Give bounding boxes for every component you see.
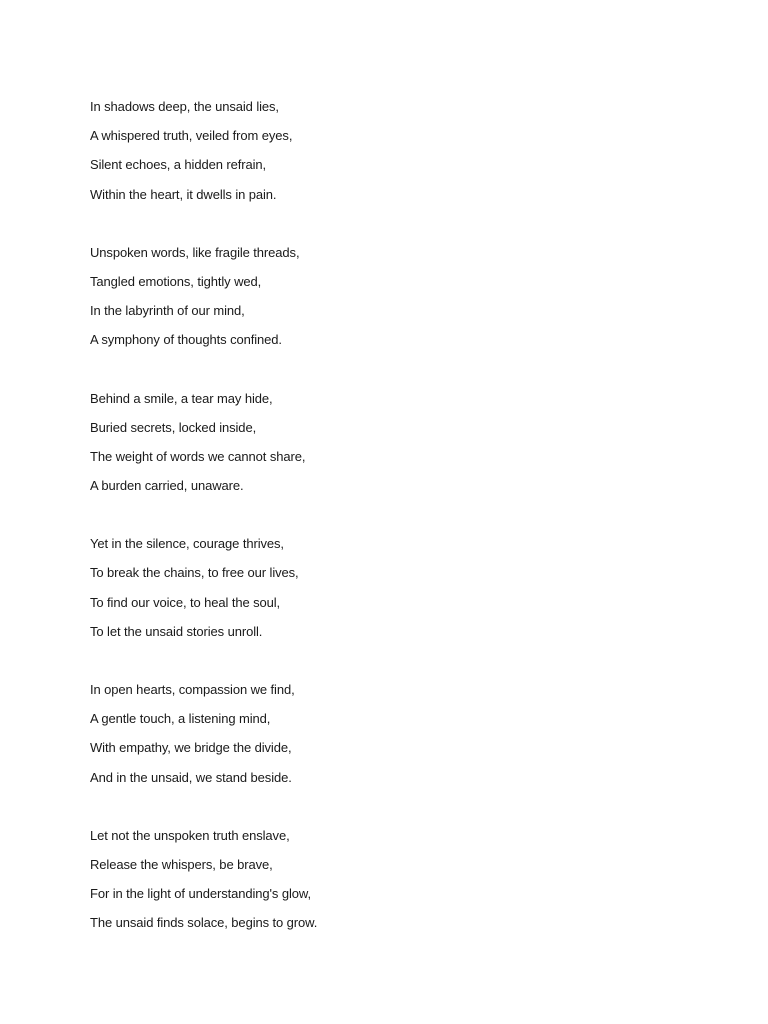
poem-line: A whispered truth, veiled from eyes,	[90, 128, 293, 144]
poem-line: In shadows deep, the unsaid lies,	[90, 99, 279, 114]
poem-line: Behind a smile, a tear may hide,	[90, 390, 273, 406]
poem-line: Within the heart, it dwells in pain.	[90, 186, 277, 202]
poem-line: For in the light of understanding's glow,	[90, 886, 311, 902]
poem-line: Release the whispers, be brave,	[90, 856, 273, 872]
poem-line: A burden carried, unaware.	[90, 478, 244, 494]
poem-line: To let the unsaid stories unroll.	[90, 623, 263, 639]
poem-line: Tangled emotions, tightly wed,	[90, 273, 262, 289]
poem-body	[90, 92, 690, 967]
stanza-4	[90, 529, 690, 646]
poem-line: And in the unsaid, we stand beside.	[90, 769, 292, 785]
poem-line: A symphony of thoughts confined.	[90, 332, 282, 348]
poem-line: Yet in the silence, courage thrives,	[90, 536, 284, 552]
stanza-5	[90, 675, 690, 792]
stanza-2	[90, 238, 690, 355]
poem-line: In the labyrinth of our mind,	[90, 303, 245, 319]
poem-line: Unspoken words, like fragile threads,	[90, 244, 300, 260]
stanza-1	[90, 92, 690, 209]
poem-line: A gentle touch, a listening mind,	[90, 711, 271, 727]
poem-line: In open hearts, compassion we find,	[90, 682, 295, 697]
stanza-6	[90, 821, 690, 938]
stanza-3	[90, 384, 690, 501]
poem-line: Buried secrets, locked inside,	[90, 419, 257, 435]
poem-line: Let not the unspoken truth enslave,	[90, 827, 290, 843]
poem-line: To break the chains, to free our lives,	[90, 565, 299, 581]
poem-line: To find our voice, to heal the soul,	[90, 594, 281, 610]
poem-line: With empathy, we bridge the divide,	[90, 740, 292, 756]
poem-line: Silent echoes, a hidden refrain,	[90, 157, 267, 173]
poem-line: The unsaid finds solace, begins to grow.	[90, 915, 318, 931]
poem-line: The weight of words we cannot share,	[90, 448, 306, 464]
